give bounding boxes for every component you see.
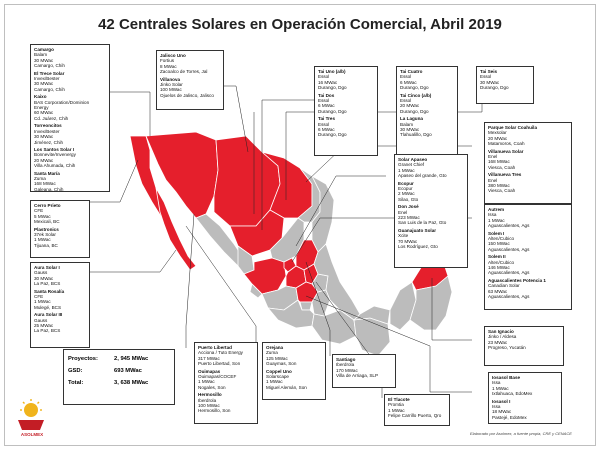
plant-detail: Nogales, Son xyxy=(198,384,226,390)
plant-detail: Hermosillo, Son xyxy=(198,408,231,414)
plant-detail: Aguascalientes, Ags xyxy=(488,294,530,300)
plant-detail: 16 MWac xyxy=(318,79,338,85)
plant-name: Tai Dos xyxy=(318,92,335,98)
plant-name: Villanueva Tres xyxy=(488,172,522,178)
plant-detail: 63 MWac xyxy=(488,288,508,294)
plant-name: Aura Solar I xyxy=(34,265,60,270)
plant-entry xyxy=(398,204,464,226)
plant-detail: Durango, Dgo xyxy=(318,108,347,114)
plant-name: Tai Cinco (a/b) xyxy=(400,92,432,98)
box-sonora-plants-2 xyxy=(262,342,326,400)
plant-name: Ouimapas xyxy=(198,368,221,374)
plant-entry xyxy=(488,278,568,300)
plant-detail: 60 MWac xyxy=(34,110,54,116)
plant-entry xyxy=(398,157,464,179)
plant-entry xyxy=(480,69,530,91)
plant-detail: Balam xyxy=(34,52,48,58)
plant-detail: 2 MWac xyxy=(398,191,415,197)
plant-detail: Jiménez, Chih xyxy=(34,139,64,145)
state-campeche xyxy=(390,282,416,330)
plant-entry xyxy=(34,171,106,192)
plant-detail: 18 MWac xyxy=(492,409,512,415)
plant-detail: Essol xyxy=(400,74,412,80)
plant-name: Santiago xyxy=(336,357,356,362)
plant-name: El Tlacote xyxy=(388,397,410,402)
plant-detail: Guaymas, Son xyxy=(266,361,297,367)
box-baja-california-plants xyxy=(30,200,90,258)
plant-entry xyxy=(34,312,86,334)
box-yucatan-plants xyxy=(484,326,564,366)
plant-entry xyxy=(34,94,106,121)
source-note: Elaborado por Asolmex, a fuente propia, CRE y CENACE xyxy=(470,431,572,436)
plant-entry xyxy=(34,71,106,93)
plant-detail: Villa Ahumada, Chih xyxy=(34,163,76,169)
plant-entry xyxy=(266,369,322,391)
summary-row-projects: Proyectos: 2, 945 MWac xyxy=(68,356,149,362)
plant-detail: Pastejé, EdoMex xyxy=(492,414,527,420)
box-edomex-plants xyxy=(488,372,562,424)
plant-name: Kaixo xyxy=(34,94,47,100)
plant-entry xyxy=(336,357,392,379)
plant-detail: Granet Chief xyxy=(398,162,425,168)
box-baja-california-sur-plants xyxy=(30,262,90,348)
plant-detail: Xcite xyxy=(398,233,409,239)
plant-entry xyxy=(400,116,454,138)
plant-name: Tai Cuatro xyxy=(400,69,423,74)
plant-entry xyxy=(492,399,558,421)
box-jalisco-plants xyxy=(156,50,224,110)
plant-detail: Zuma xyxy=(34,175,46,181)
plant-detail: Promtia xyxy=(388,402,404,408)
plant-detail: Acciona / Tuto Energy xyxy=(198,350,243,356)
plant-entry xyxy=(160,77,220,99)
plant-name: Parque Solar Coahuila xyxy=(488,125,538,130)
plant-name: El Trece Solar xyxy=(34,70,65,76)
plant-detail: Issa xyxy=(488,212,497,218)
state-chiapas xyxy=(354,318,390,356)
plant-detail: 6 MWac xyxy=(400,79,417,85)
plant-detail: Enel xyxy=(398,209,408,215)
plant-detail: Villa de Arriaga, SLP xyxy=(336,373,379,379)
plant-entry xyxy=(34,147,106,169)
plant-entry xyxy=(160,53,220,75)
summary-row-total: Total: 3, 638 MWac xyxy=(68,380,149,386)
plant-detail: 125 MWac xyxy=(266,355,288,361)
box-guanajuato-plants xyxy=(394,154,468,268)
plant-detail: Gauss xyxy=(34,317,48,323)
plant-detail: Essol xyxy=(318,98,330,104)
plant-detail: Bonnevite/Invenergy xyxy=(34,152,76,158)
plant-entry xyxy=(388,397,446,419)
plant-detail: 30 MWac xyxy=(34,81,54,87)
plant-detail: Enel xyxy=(488,154,498,160)
plant-detail: Durango, Dgo xyxy=(400,85,429,91)
plant-detail: Essol xyxy=(480,74,492,80)
plant-detail: Viesca, Coah xyxy=(488,188,516,194)
plant-name: Villanueva Solar xyxy=(488,148,524,154)
plant-detail: Puerto Libertad, Son xyxy=(198,361,241,367)
plant-detail: Enel xyxy=(488,177,498,183)
plant-detail: 168 MWac xyxy=(34,181,56,187)
plant-detail: Alten/Cubico xyxy=(488,259,515,265)
plant-detail: 23 MWac xyxy=(488,339,508,345)
plant-entry xyxy=(492,375,558,397)
plant-detail: 380 MWac xyxy=(488,183,510,189)
plant-entry xyxy=(34,47,106,69)
plant-detail: Jinko Solar xyxy=(160,82,183,88)
plant-name: Aguascalientes Potencia 1 xyxy=(488,277,546,283)
plant-detail: Essol xyxy=(318,121,330,127)
plant-detail: 6 MWac xyxy=(318,103,335,109)
plant-name: Coppel Uno xyxy=(266,368,292,374)
plant-detail: Zuma xyxy=(266,350,278,356)
plant-name: Torreoncitos xyxy=(34,123,62,129)
plant-detail: Camargo, Chih xyxy=(34,86,65,92)
plant-detail: Aguascalientes, Ags xyxy=(488,223,530,229)
box-slp-plants xyxy=(332,354,396,388)
plant-detail: Viesca, Coah xyxy=(488,164,516,170)
plant-detail: 168 MWac xyxy=(488,159,510,165)
plant-detail: Issa xyxy=(492,404,501,410)
plant-detail: 25 MWac xyxy=(34,323,54,329)
plant-detail: Silao, Gto xyxy=(398,196,419,202)
plant-entry xyxy=(488,207,568,229)
plant-detail: La Paz, BCS xyxy=(34,328,61,334)
box-aguascalientes-plants xyxy=(484,204,572,310)
plant-entry xyxy=(400,69,454,91)
plant-detail: 5 MWac xyxy=(34,213,51,219)
plant-name: Cerro Prieto xyxy=(34,203,61,208)
box-sonora-plants-1 xyxy=(194,342,258,424)
plant-detail: Durango, Dgo xyxy=(400,108,429,114)
plant-entry xyxy=(488,329,560,351)
page-title: 42 Centrales Solares en Operación Comercial, Abril 2019 xyxy=(98,16,502,33)
plant-name: Santa Rosalía xyxy=(34,288,65,294)
plant-entry xyxy=(198,369,254,391)
capacity-summary xyxy=(63,349,175,405)
plant-detail: 20 MWac xyxy=(488,135,508,141)
plant-detail: BAS Corporation/Dominion xyxy=(34,99,90,105)
plant-name: Santa María xyxy=(34,170,60,176)
box-durango-plants-1 xyxy=(314,66,378,156)
plant-detail: 30 MWac xyxy=(34,57,54,63)
plant-detail: CFE xyxy=(34,294,44,300)
plant-detail: Apaseo del grande, Gto xyxy=(398,173,447,179)
plant-name: Tai Seis xyxy=(480,69,498,74)
plant-entry xyxy=(398,181,464,203)
plant-detail: Jinko / Aldesa xyxy=(488,334,517,340)
plant-detail: 1 MWac xyxy=(266,379,283,385)
plant-entry xyxy=(400,93,454,115)
plant-name: Jalisco Uno xyxy=(160,53,186,58)
plant-detail: 1 MWac xyxy=(34,237,51,243)
box-durango-plants-2 xyxy=(396,66,458,156)
plant-detail: Fortius xyxy=(160,58,175,64)
plant-detail: Galeana, Chih xyxy=(34,186,64,192)
plant-detail: 223 MWac xyxy=(398,215,420,221)
plant-detail: 1 MWac xyxy=(198,379,215,385)
plant-entry xyxy=(266,345,322,367)
plant-name: Guanajuato Solar xyxy=(398,227,437,233)
plant-detail: Invex/Bester xyxy=(34,128,60,134)
plant-entry xyxy=(318,116,374,138)
plant-name: Puerto Libertad xyxy=(198,345,232,350)
plant-detail: 100 MWac xyxy=(160,87,182,93)
plant-detail: Matamoros, Coah xyxy=(488,141,525,147)
plant-detail: 1 MWac xyxy=(398,167,415,173)
plant-entry xyxy=(318,93,374,115)
plant-detail: 100 MWac xyxy=(198,403,220,409)
plant-detail: Mexsolar xyxy=(488,130,507,136)
plant-detail: Iberdrola xyxy=(198,397,217,403)
plant-detail: Issa xyxy=(492,380,501,386)
plant-entry xyxy=(198,345,254,367)
plant-detail: 1 MWac xyxy=(488,217,505,223)
plant-detail: Miguel Alemán, Son xyxy=(266,384,307,390)
plant-name: Autrem xyxy=(488,207,505,212)
logo-label: ASOLMEX xyxy=(20,432,44,437)
plant-detail: 1 MWac xyxy=(34,299,51,305)
plant-entry xyxy=(34,265,86,287)
plant-name: Orejana xyxy=(266,345,284,350)
plant-detail: 30 MWac xyxy=(34,275,54,281)
box-coahuila-plants xyxy=(484,122,572,204)
plant-detail: Felipe Carrillo Puerto, Qro xyxy=(388,413,442,419)
plant-entry xyxy=(318,69,374,91)
plant-entry xyxy=(488,231,568,253)
box-queretaro-plants xyxy=(384,394,450,426)
plant-entry xyxy=(488,125,568,147)
plant-detail: Ouimapas/COCEF xyxy=(198,374,237,380)
plant-detail: Gauss xyxy=(34,270,48,276)
plant-entry xyxy=(34,203,86,225)
plant-detail: 70 MWac xyxy=(398,238,418,244)
plant-detail: Durango, Dgo xyxy=(318,85,347,91)
plant-name: Camargo xyxy=(34,47,54,52)
plant-entry xyxy=(398,228,464,250)
plant-name: Solem I xyxy=(488,230,505,236)
plant-entry xyxy=(34,227,86,249)
plant-name: Solem II xyxy=(488,254,506,260)
plant-name: Plastronics xyxy=(34,226,59,232)
plant-detail: 317 MWac xyxy=(198,355,220,361)
plant-detail: Energy xyxy=(34,105,49,111)
plant-entry xyxy=(198,392,254,414)
plant-name: Villanova xyxy=(160,76,181,82)
plant-detail: Aguascalientes, Ags xyxy=(488,246,530,252)
plant-name: Don José xyxy=(398,204,419,210)
plant-detail: 6 MWac xyxy=(318,127,335,133)
plant-detail: 150 MWac xyxy=(488,241,510,247)
plant-detail: Ixtlahuaca, EdoMex xyxy=(492,391,533,397)
plant-detail: Camargo, Chih xyxy=(34,63,65,69)
plant-detail: 30 MWac xyxy=(480,79,500,85)
plant-detail: Cd. Juárez, Chih xyxy=(34,115,69,121)
plant-name: Hermosillo xyxy=(198,392,222,398)
plant-detail: Aguascalientes, Ags xyxy=(488,270,530,276)
plant-detail: Iberdrola xyxy=(336,362,355,368)
plant-detail: 20 MWac xyxy=(34,157,54,163)
plant-entry xyxy=(34,289,86,311)
plant-detail: Los Rodríguez, Gto xyxy=(398,244,438,250)
plant-detail: Canadian Solar xyxy=(488,283,520,289)
plant-detail: La Paz, BCS xyxy=(34,281,61,287)
plant-name: Solar Apaseo xyxy=(398,157,428,162)
plant-detail: 146 MWac xyxy=(488,265,510,271)
plant-detail: Invex/Bester xyxy=(34,76,60,82)
plant-detail: 30 MWac xyxy=(34,134,54,140)
plant-detail: Durango, Dgo xyxy=(318,132,347,138)
plant-name: Ecopur xyxy=(398,180,414,186)
plant-entry xyxy=(488,149,568,171)
plant-detail: Ecopur xyxy=(398,186,413,192)
plant-detail: Zacoalco de Torres, Jal xyxy=(160,69,208,75)
plant-detail: Essol xyxy=(400,98,412,104)
box-durango-plants-3 xyxy=(476,66,534,104)
plant-detail: Progreso, Yucatán xyxy=(488,345,526,351)
plant-detail: 170 MWac xyxy=(336,367,358,373)
plant-detail: Alten/Cubico xyxy=(488,236,515,242)
plant-entry xyxy=(34,123,106,145)
plant-detail: 37ek Solar xyxy=(34,232,56,238)
plant-detail: Solarscape xyxy=(266,374,289,380)
plant-detail: CFE xyxy=(34,208,44,214)
plant-detail: Tlahualillo, Dgo xyxy=(400,132,432,138)
summary-row-gsd: GSD: 693 MWac xyxy=(68,368,142,374)
plant-name: Aura Solar III xyxy=(34,312,63,318)
plant-name: San Ignacio xyxy=(488,329,514,334)
plant-detail: Tijuana, BC xyxy=(34,242,58,248)
plant-detail: 1 MWac xyxy=(388,407,405,413)
plant-detail: 30 MWac xyxy=(400,127,420,133)
plant-detail: Essol xyxy=(318,74,330,80)
plant-name: Tai Tres xyxy=(318,116,336,122)
plant-detail: Balam xyxy=(400,121,414,127)
plant-detail: Durango, Dgo xyxy=(480,85,509,91)
plant-detail: 1 MWac xyxy=(492,385,509,391)
plant-detail: San Luis de la Paz, Gto xyxy=(398,220,447,226)
plant-name: Tai Uno (a/b) xyxy=(318,69,346,74)
plant-detail: 8 MWac xyxy=(160,63,177,69)
plant-detail: Mexicali, BC xyxy=(34,219,60,225)
plant-detail: Ojuelos de Jalisco, Jalisco xyxy=(160,92,214,98)
box-chihuahua-plants xyxy=(30,44,110,192)
plant-name: Iosasol Base xyxy=(492,375,521,380)
plant-name: Los Santos Solar I xyxy=(34,146,75,152)
plant-name: La Laguna xyxy=(400,116,423,122)
plant-detail: 20 MWac xyxy=(400,103,420,109)
plant-detail: Mulegé, BCS xyxy=(34,304,62,310)
plant-name: Iosasol I xyxy=(492,398,511,404)
plant-entry xyxy=(488,172,568,194)
plant-entry xyxy=(488,254,568,276)
